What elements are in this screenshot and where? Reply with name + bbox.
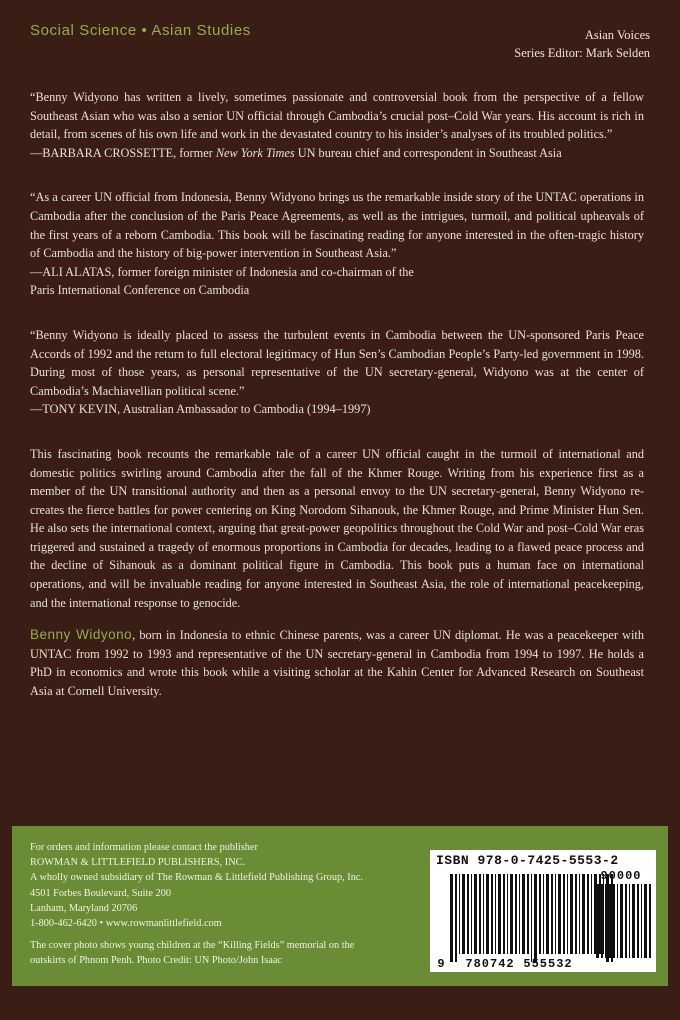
endorsement-quote bbox=[30, 326, 644, 419]
quote-attribution-line2: Paris International Conference on Cambodia bbox=[30, 283, 250, 298]
barcode-bar bbox=[483, 874, 484, 954]
barcode-bar bbox=[462, 874, 465, 954]
attrib-prefix: —BARBARA CROSSETTE, former bbox=[30, 145, 216, 160]
barcode-bar bbox=[495, 874, 496, 954]
publisher-website[interactable]: www.rowmanlittlefield.com bbox=[105, 918, 222, 930]
barcode-bar bbox=[543, 874, 544, 954]
barcode-bar bbox=[567, 874, 568, 954]
barcode-bar bbox=[519, 874, 520, 954]
barcode-bar bbox=[467, 874, 469, 954]
barcode-bar bbox=[596, 884, 599, 958]
price-code: 90000 bbox=[600, 869, 642, 883]
back-cover-text bbox=[30, 88, 644, 701]
barcode-bar bbox=[625, 884, 627, 958]
barcode-bar bbox=[515, 874, 517, 954]
barcode-bar bbox=[637, 884, 639, 958]
quote-attribution bbox=[30, 144, 644, 163]
barcode-bar bbox=[498, 874, 501, 954]
barcode-bar bbox=[587, 874, 589, 954]
barcode-bar bbox=[620, 884, 623, 958]
endorsement-quote bbox=[30, 88, 644, 162]
quote-attribution: —TONY KEVIN, Australian Ambassador to Cambodia (1994–1997) bbox=[30, 402, 371, 417]
price-addon-bars bbox=[596, 884, 651, 958]
publisher-subsidiary: A wholly owned subsidiary of The Rowman & Littlefield Publishing Group, Inc. bbox=[30, 872, 363, 884]
barcode-bar bbox=[510, 874, 513, 954]
publisher-info bbox=[30, 840, 430, 969]
barcode-bar bbox=[486, 874, 489, 954]
barcode-bar bbox=[555, 874, 556, 954]
barcode-bar bbox=[608, 884, 611, 958]
barcode-bar bbox=[601, 884, 603, 958]
barcode-bar bbox=[649, 884, 651, 958]
barcode-bar bbox=[551, 874, 553, 954]
barcode-bar bbox=[641, 884, 642, 958]
barcode-bar bbox=[575, 874, 577, 954]
quote-text: “Benny Widyono is ideally placed to assess the turbulent events in Cambodia between the UN-sponsored Paris Peace Accords of 1992 and the return to full electoral legitimacy of Hun Sen’s Cambodian People’s Party-led government in 1998. During most of those years, as personal representative of the UN secretary-general, Widyono was at the center of Cambodia’s Machiavellian political scene.” bbox=[30, 327, 644, 398]
barcode-bar bbox=[613, 884, 615, 958]
barcode-bar bbox=[563, 874, 565, 954]
barcode-bar bbox=[479, 874, 481, 954]
barcode-bar bbox=[611, 874, 613, 962]
publisher-name: ROWMAN & LITTLEFIELD PUBLISHERS, INC. bbox=[30, 857, 246, 869]
photo-credit-1: The cover photo shows young children at the “Killing Fields” memorial on the bbox=[30, 940, 355, 952]
publisher-intro: For orders and information please contact the publisher bbox=[30, 842, 258, 853]
barcode-bar bbox=[503, 874, 505, 954]
attrib-italic: New York Times bbox=[215, 145, 295, 160]
barcode-graphic bbox=[430, 850, 656, 972]
publisher-address-1: 4501 Forbes Boulevard, Suite 200 bbox=[30, 887, 171, 899]
photo-credit-2: outskirts of Phnom Penh. Photo Credit: UN Photo/John Isaac bbox=[30, 955, 282, 967]
barcode-bar bbox=[455, 874, 457, 962]
isbn-label: ISBN 978-0-7425-5553-2 bbox=[436, 853, 619, 868]
barcode-bar bbox=[591, 874, 592, 954]
quote-text: “As a career UN official from Indonesia, Benny Widyono brings us the remarkable inside story of the UNTAC operations in Cambodia after the conclusion of the Paris Peace Agreements, as well as the intrigues, turmoil, and political upheavals of the first years of a reborn Cambodia. This book will be fascinating reading for anyone interested in the often-tragic history of Cambodia and the history of big-power intervention in Southeast Asia.” bbox=[30, 190, 644, 261]
barcode-bar bbox=[459, 874, 460, 954]
author-bio bbox=[30, 626, 644, 700]
publisher-address-2: Lanham, Maryland 20706 bbox=[30, 902, 138, 914]
barcode-bar bbox=[531, 874, 532, 962]
bio-text: , born in Indonesia to ethnic Chinese parents, was a career UN diplomat. He was a peacekeeper with UNTAC from 1992 to 1993 and representative of the UN secretary-general in Cambodia from 1994 to 1997. He holds a PhD in economics and wrote this book while a visiting scholar at the Kahin Center for Advanced Research on Southeast Asia at Cornell University. bbox=[30, 628, 644, 699]
barcode-bar bbox=[617, 884, 618, 958]
bottom-band bbox=[0, 986, 680, 1020]
category-label: Social Science • Asian Studies bbox=[30, 22, 251, 39]
barcode-bar bbox=[491, 874, 493, 954]
attrib-suffix: UN bureau chief and correspondent in Southeast Asia bbox=[294, 145, 562, 160]
barcode-bar bbox=[603, 874, 604, 954]
isbn-barcode bbox=[430, 850, 656, 972]
barcode-bar bbox=[599, 874, 601, 954]
quote-text: “Benny Widyono has written a lively, sometimes passionate and controversial book from the perspective of a fellow Southeast Asian who was also a senior UN official through Cambodia’s crucial post–Cold War years. His account is rich in detail, from scenes of his own life and work in the devastated country to his insider’s analyses of its troubled politics.” bbox=[30, 90, 644, 142]
ean-bars bbox=[450, 874, 613, 962]
endorsement-quote bbox=[30, 188, 644, 300]
barcode-bar bbox=[534, 874, 537, 962]
barcode-first-digit: 9 bbox=[437, 957, 445, 971]
book-description: This fascinating book recounts the remarkable tale of a career UN official caught in the turmoil of international and domestic politics swirling around Cambodia after the fall of the Khmer Rouge. Writing from his experience first as a member of the UN transitional authority and then as a personal envoy to the UN secretary-general, Benny Widyono re-creates the fierce battles for power centering on King Norodom Sihanouk, the Khmer Rouge, and Prime Minister Hun Sen. He also sets the international context, arguing that great-power geopolitics throughout the Cold War and post–Cold War eras triggered and sustained a tragedy of enormous proportions in Cambodia for decades, leading to a flawed peace process and the decline of Sihanouk as a dominant political figure in Cambodia. This book puts a human face on international operations, and will be invaluable reading for anyone interested in Southeast Asia, the role of international peacekeeping, and the international response to genocide. bbox=[30, 446, 644, 610]
barcode-right-digits: 555532 bbox=[523, 957, 573, 971]
barcode-bar bbox=[582, 874, 585, 954]
barcode-bar bbox=[474, 874, 477, 954]
barcode-bar bbox=[629, 884, 630, 958]
series-info bbox=[514, 26, 650, 62]
barcode-bar bbox=[527, 874, 529, 954]
barcode-bar bbox=[539, 874, 541, 954]
barcode-bar bbox=[507, 874, 508, 954]
barcode-bar bbox=[450, 874, 453, 962]
barcode-bar bbox=[546, 874, 549, 954]
quote-attribution: —ALI ALATAS, former foreign minister of Indonesia and co-chairman of the bbox=[30, 264, 414, 279]
series-editor: Series Editor: Mark Selden bbox=[514, 46, 650, 60]
barcode-bar bbox=[644, 884, 647, 958]
barcode-bar bbox=[471, 874, 472, 954]
barcode-left-digits: 780742 bbox=[465, 957, 515, 971]
barcode-bar bbox=[558, 874, 561, 954]
barcode-bar bbox=[522, 874, 525, 954]
barcode-bar bbox=[570, 874, 573, 954]
barcode-bar bbox=[579, 874, 580, 954]
publisher-phone: 1-800-462-6420 bbox=[30, 918, 97, 930]
series-name: Asian Voices bbox=[584, 28, 650, 42]
publisher-footer bbox=[12, 826, 668, 986]
author-name: Benny Widyono bbox=[30, 627, 133, 643]
barcode-bar bbox=[632, 884, 635, 958]
separator-bullet: • bbox=[96, 918, 106, 930]
publisher-contact bbox=[30, 916, 430, 931]
barcode-bar bbox=[605, 884, 606, 958]
